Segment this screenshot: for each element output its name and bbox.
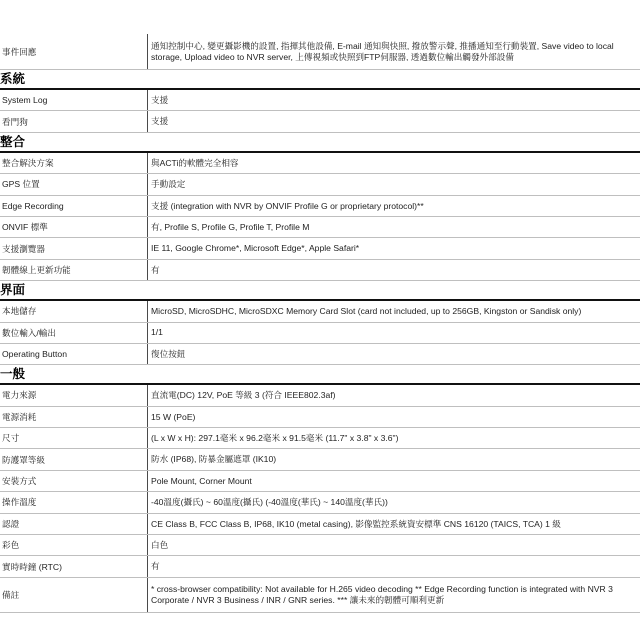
spec-row bbox=[0, 344, 640, 365]
spec-sections bbox=[0, 70, 640, 578]
spec-value: 復位按鈕 bbox=[151, 348, 186, 359]
spec-label: 備註 bbox=[0, 578, 148, 612]
spec-row bbox=[0, 385, 640, 406]
spec-row bbox=[0, 535, 640, 556]
spec-row bbox=[0, 238, 640, 259]
section-heading: 系統 bbox=[0, 70, 640, 90]
spec-value: 白色 bbox=[151, 539, 169, 550]
spec-label: GPS 位置 bbox=[0, 174, 148, 194]
spec-value: 防水 (IP68), 防暴金屬遮罩 (IK10) bbox=[151, 454, 277, 465]
spec-label: 尺寸 bbox=[0, 428, 148, 448]
spec-label: 本地儲存 bbox=[0, 301, 148, 321]
section-heading: 界面 bbox=[0, 281, 640, 301]
spec-label: Operating Button bbox=[0, 344, 148, 364]
spec-row bbox=[0, 492, 640, 513]
spec-value: (L x W x H): 297.1毫米 x 96.2毫米 x 91.5毫米 (11.7" x 3.8" x 3.6") bbox=[151, 433, 399, 444]
spec-label: ONVIF 標準 bbox=[0, 217, 148, 237]
spec-value: 通知控制中心, 變更攝影機的設置, 指揮其他設備, E-mail 通知與快照, 撥放警示聲, 推播通知至行動裝置, Save video to local storage, Upload video to NVR server, 上傳視頻或快照到FTP伺服器, 透過數位輸出觸發外部設備 bbox=[151, 41, 614, 62]
spec-row bbox=[0, 449, 640, 470]
spec-value: -40溫度(攝氏) ~ 60溫度(攝氏) (-40溫度(華氏) ~ 140溫度(華氏)) bbox=[151, 497, 388, 508]
spec-value: 支援 bbox=[151, 94, 169, 105]
spec-value: 有, Profile S, Profile G, Profile T, Profile M bbox=[151, 221, 310, 232]
spec-value: CE Class B, FCC Class B, IP68, IK10 (metal casing), 影像監控系統資安標準 CNS 16120 (TAICS, TCA) 1 級 bbox=[151, 518, 561, 529]
spec-label: 實時時鐘 (RTC) bbox=[0, 556, 148, 576]
spec-row bbox=[0, 471, 640, 492]
spec-row bbox=[0, 428, 640, 449]
spec-value: IE 11, Google Chrome*, Microsoft Edge*, Apple Safari* bbox=[151, 243, 360, 254]
spec-row bbox=[0, 323, 640, 344]
spec-label: 認證 bbox=[0, 514, 148, 534]
spec-row bbox=[0, 260, 640, 281]
spec-value: 與ACTi的軟體完全相容 bbox=[151, 157, 239, 168]
section-heading: 整合 bbox=[0, 133, 640, 153]
spec-label: 安裝方式 bbox=[0, 471, 148, 491]
spec-row bbox=[0, 514, 640, 535]
spec-label: 韌體線上更新功能 bbox=[0, 260, 148, 280]
spec-row bbox=[0, 301, 640, 322]
spec-row bbox=[0, 407, 640, 428]
spec-value: * cross-browser compatibility: Not available for H.265 video decoding ** Edge Recording function is integrated with NVR 3 Corporate / NVR 3 Business / INR / GNR series. *** 讓未來的韌體可順利更新 bbox=[151, 584, 613, 605]
spec-label: 電源消耗 bbox=[0, 407, 148, 427]
spec-value: 有 bbox=[151, 561, 160, 572]
spec-row bbox=[0, 111, 640, 132]
spec-label: 防護罩等級 bbox=[0, 449, 148, 469]
spec-label: System Log bbox=[0, 90, 148, 110]
spec-row bbox=[0, 196, 640, 217]
spec-label: 看門狗 bbox=[0, 111, 148, 131]
spec-row bbox=[0, 90, 640, 111]
spec-row bbox=[0, 174, 640, 195]
spec-row-event-response bbox=[0, 34, 640, 70]
spec-value: 支援 bbox=[151, 116, 169, 127]
spec-label: Edge Recording bbox=[0, 196, 148, 216]
spec-label: 彩色 bbox=[0, 535, 148, 555]
spec-label: 支援瀏覽器 bbox=[0, 238, 148, 258]
spec-row bbox=[0, 217, 640, 238]
spec-row bbox=[0, 556, 640, 577]
spec-value: 15 W (PoE) bbox=[151, 411, 196, 422]
spec-label: 操作溫度 bbox=[0, 492, 148, 512]
spec-value: 有 bbox=[151, 264, 160, 275]
spec-value: 1/1 bbox=[151, 327, 163, 338]
spec-label: 電力來源 bbox=[0, 385, 148, 405]
spec-row-notes bbox=[0, 578, 640, 613]
spec-value: MicroSD, MicroSDHC, MicroSDXC Memory Card Slot (card not included, up to 256GB, Kingston or Sandisk only) bbox=[151, 306, 582, 317]
spec-label: 事件回應 bbox=[0, 34, 148, 69]
spec-value: 支援 (integration with NVR by ONVIF Profile G or proprietary protocol)** bbox=[151, 200, 424, 211]
spec-value: Pole Mount, Corner Mount bbox=[151, 475, 252, 486]
section-heading: 一般 bbox=[0, 365, 640, 385]
spec-row bbox=[0, 153, 640, 174]
spec-label: 數位輸入/輸出 bbox=[0, 323, 148, 343]
spec-value: 手動設定 bbox=[151, 179, 186, 190]
spec-value: 直流電(DC) 12V, PoE 等級 3 (符合 IEEE802.3af) bbox=[151, 390, 336, 401]
spec-label: 整合解決方案 bbox=[0, 153, 148, 173]
